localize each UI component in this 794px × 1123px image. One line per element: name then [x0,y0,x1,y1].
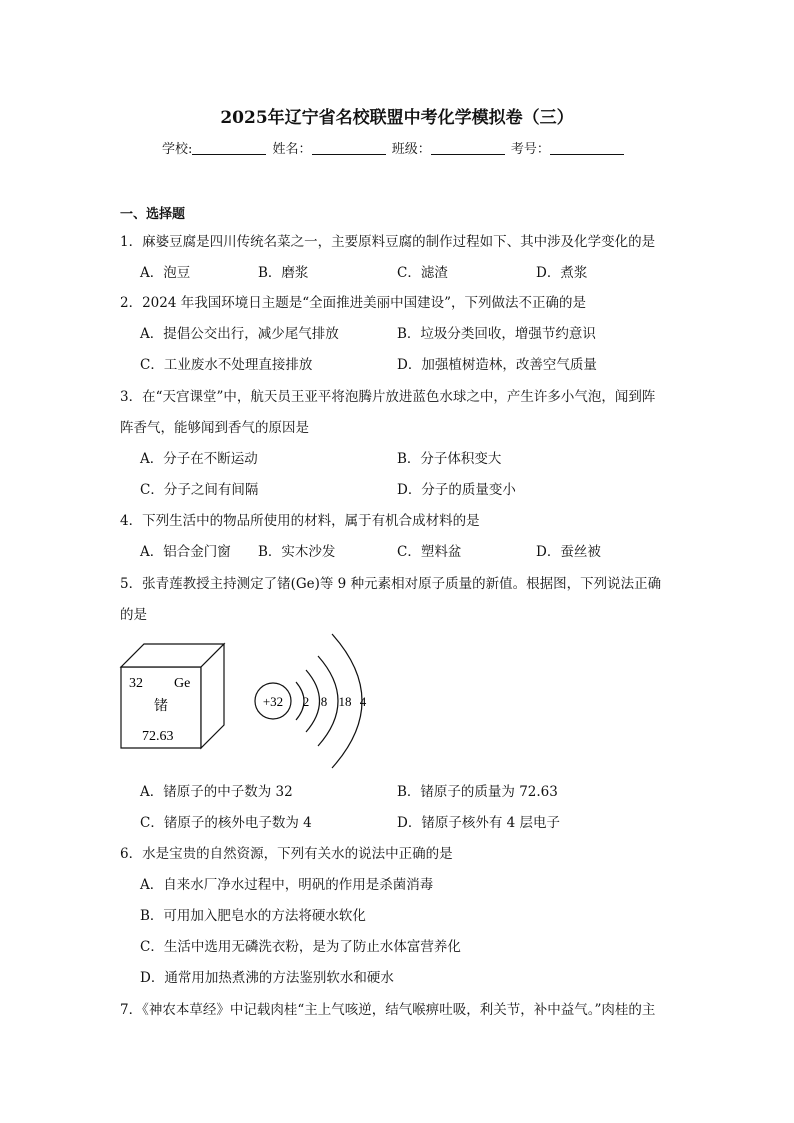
question-6-option-a: A．自来水厂净水过程中，明矾的作用是杀菌消毒 [140,877,434,893]
element-symbol: Ge [174,676,191,691]
question-2-stem: 2．2024 年我国环境日主题是“全面推进美丽中国建设”，下列做法不正确的是 [120,295,587,311]
question-3-option-c: C．分子之间有间隔 [140,482,259,498]
field-exam-number-blank[interactable] [550,141,624,155]
question-4-option-a: A．铝合金门窗 [140,544,231,560]
question-3-stem-line-2: 阵香气，能够闻到香气的原因是 [120,420,309,436]
shell-electrons-4: 4 [359,694,367,709]
student-info-line [162,138,626,157]
question-3-option-b: B．分子体积变大 [397,451,502,467]
question-4-option-b: B．实木沙发 [258,544,336,560]
question-2-option-d: D．加强植树造林，改善空气质量 [397,357,597,373]
field-school-label: 学校: [162,142,193,157]
question-2-option-c: C．工业废水不处理直接排放 [140,357,313,373]
question-6-option-d: D．通常用加热煮沸的方法鉴别软水和硬水 [140,970,394,986]
shell-electrons-2: 8 [320,694,328,709]
question-1-option-c: C．滤渣 [397,265,448,281]
question-1-option-b: B．磨浆 [258,265,309,281]
shell-electrons-1: 2 [302,694,310,709]
element-name: 锗 [154,698,168,714]
question-4-stem: 4．下列生活中的物品所使用的材料，属于有机合成材料的是 [120,513,480,529]
question-4-option-c: C．塑料盆 [397,544,462,560]
question-4-option-d: D．蚕丝被 [536,544,601,560]
question-5-stem-line-2: 的是 [120,607,147,623]
field-class-blank[interactable] [431,141,505,155]
atomic-mass: 72.63 [142,729,174,744]
question-6-stem: 6．水是宝贵的自然资源，下列有关水的说法中正确的是 [120,846,453,862]
field-class-label: 班级： [391,142,431,157]
question-6-option-b: B．可用加入肥皂水的方法将硬水软化 [140,908,366,924]
field-school-blank[interactable] [192,141,266,155]
germanium-figure [118,630,388,770]
nucleus-charge: +32 [262,694,284,709]
question-5-option-b: B．锗原子的质量为 72.63 [397,784,558,800]
field-name-label: 姓名： [272,142,312,157]
question-5-option-a: A．锗原子的中子数为 32 [140,784,293,800]
page-title: 2025年辽宁省名校联盟中考化学模拟卷（三） [220,108,574,128]
atomic-number: 32 [129,676,143,691]
question-1-option-d: D．煮浆 [536,265,588,281]
question-5-option-c: C．锗原子的核外电子数为 4 [140,815,312,831]
shell-electrons-3: 18 [338,694,352,709]
field-exam-number-label: 考号： [510,142,550,157]
question-3-stem-line-1: 3．在“天宫课堂”中，航天员王亚平将泡腾片放进蓝色水球之中，产生许多小气泡，闻到阵 [120,389,656,405]
question-1-option-a: A．泡豆 [140,265,191,281]
question-1-stem: 1．麻婆豆腐是四川传统名菜之一，主要原料豆腐的制作过程如下、其中涉及化学变化的是 [120,234,656,250]
question-2-option-a: A．提倡公交出行，减少尾气排放 [140,326,339,342]
question-6-option-c: C．生活中选用无磷洗衣粉，是为了防止水体富营养化 [140,939,461,955]
question-3-option-d: D．分子的质量变小 [397,482,516,498]
question-5-stem-line-1: 5．张青莲教授主持测定了锗(Ge)等 9 种元素相对原子质量的新值。根据图，下列说法正确 [120,576,662,592]
field-name-blank[interactable] [312,141,386,155]
question-7-stem: 7．《神农本草经》中记载肉桂“主上气咳逆，结气喉痹吐吸，利关节，补中益气。”肉桂的主 [120,1002,656,1018]
question-5-option-d: D．锗原子核外有 4 层电子 [397,815,560,831]
question-2-option-b: B．垃圾分类回收，增强节约意识 [397,326,596,342]
section-heading: 一、选择题 [120,207,186,222]
question-3-option-a: A．分子在不断运动 [140,451,258,467]
